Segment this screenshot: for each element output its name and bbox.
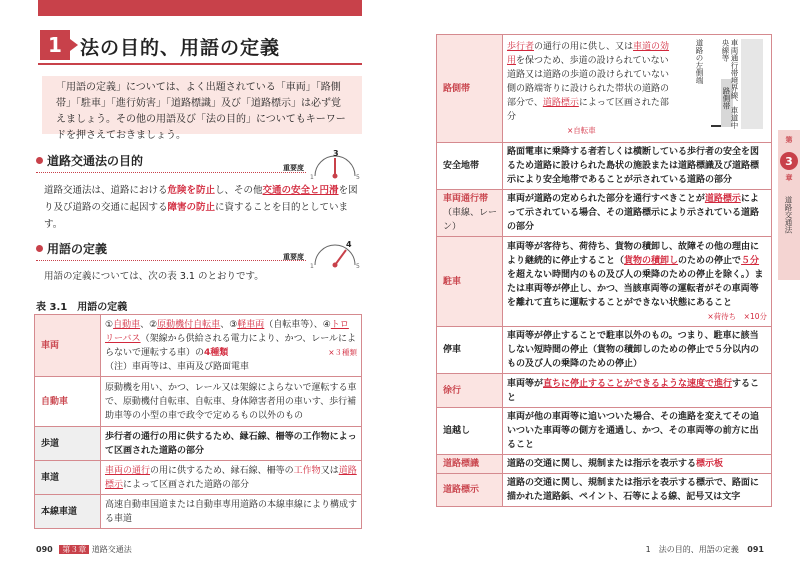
chapter-side-tab: 第 3 章 道路交通法 bbox=[778, 130, 800, 280]
definition-cell: 高速自動車国道または自動車専用道路の本線車線により構成する車道 bbox=[101, 495, 362, 529]
term-cell: 道路標示 bbox=[437, 474, 503, 507]
gauge-min: 1 bbox=[310, 263, 314, 269]
definition-cell: 路面電車に乗降する者若しくは横断している歩行者の安全を図るため道路に設けられた島状の施設または道路標識及び道路標示により安全地帯であることが示されている道路の部分 bbox=[503, 143, 772, 190]
gauge-max: 5 bbox=[356, 174, 360, 180]
definition-cell: 車両の通行の用に供するため、縁石線、柵等の工作物又は道路標示によって区画された道路の部分 bbox=[101, 461, 362, 495]
purpose-paragraph: 道路交通法は、道路における危険を防止し、その他交通の安全と円滑を図り及び道路の交通に起因する障害の防止に資することを目的としています。 bbox=[44, 185, 358, 230]
section-number-box: 1 bbox=[40, 30, 70, 60]
table-row bbox=[35, 315, 362, 377]
definition-cell: 車両等が停止することで駐車以外のもの。つまり、駐車に該当しない短時間の停止（貨物の積卸しのための停止で５分以内のもの及び人の乗降のための停止） bbox=[503, 327, 772, 374]
table-row bbox=[437, 35, 772, 143]
table-row bbox=[437, 474, 772, 507]
term-cell: 駐車 bbox=[437, 237, 503, 327]
terms-paragraph: 用語の定義については、次の表 3.1 のとおりです。 bbox=[44, 271, 264, 282]
gauge-max: 5 bbox=[356, 263, 360, 269]
term-cell: 停車 bbox=[437, 327, 503, 374]
heading-rule bbox=[36, 172, 306, 173]
importance-label: 重要度 bbox=[283, 253, 304, 261]
table-row bbox=[437, 408, 772, 455]
gauge-min: 1 bbox=[310, 174, 314, 180]
table-row bbox=[35, 495, 362, 529]
section-title: 法の目的、用語の定義 bbox=[80, 37, 281, 59]
table-row bbox=[437, 237, 772, 327]
term-cell: 徐行 bbox=[437, 374, 503, 408]
table-row bbox=[35, 427, 362, 461]
definition-cell: 歩行者の通行の用に供し、又は車道の効用を保つため、歩道の設けられていない道路又は道路の歩道の設けられていない側の路端寄りに設けられた帯状の道路の部分で、道路標示によって区画された部分 ×自転車 車両通行帯境界線、車道中央線等 道路の左側端 路側帯 bbox=[503, 35, 772, 143]
table-row bbox=[437, 327, 772, 374]
table-row bbox=[35, 461, 362, 495]
term-cell: 車両通行帯 （車線、レーン） bbox=[437, 190, 503, 237]
heading-rule bbox=[36, 260, 306, 261]
table-row bbox=[437, 143, 772, 190]
heading-purpose: 道路交通法の目的 bbox=[36, 152, 143, 169]
chapter-number-badge: 3 bbox=[780, 152, 798, 170]
bullet-icon bbox=[36, 157, 43, 164]
intro-box: 「用語の定義」については、よく出題されている「車両」「路側帯」「駐車」「進行妨害」「道路標識」及び「道路標示」は必ず覚えましょう。その他の用語及び「法の目的」についてもキーワードを押さえておきましょう。 bbox=[42, 76, 362, 134]
definition-cell: 車両が道路の定められた部分を通行すべきことが道路標示によって示されている場合、その道路標示により示されている道路の部分 bbox=[503, 190, 772, 237]
term-cell: 路側帯 bbox=[437, 35, 503, 143]
importance-label: 重要度 bbox=[283, 164, 304, 172]
heading-terms: 用語の定義 bbox=[36, 240, 107, 257]
top-accent-bar bbox=[38, 0, 362, 16]
gauge-value: 3 bbox=[333, 149, 339, 158]
footer-left: 090 第３章 道路交通法 bbox=[36, 545, 132, 554]
definition-cell: 道路の交通に関し、規制または指示を表示する標示で、路面に描かれた道路鋲、ペイント、石等による線、記号又は文字 bbox=[503, 474, 772, 507]
gauge-value: 4 bbox=[346, 240, 352, 249]
term-cell: 歩道 bbox=[35, 427, 101, 461]
table-row bbox=[437, 374, 772, 408]
table-row bbox=[437, 455, 772, 474]
term-cell: 追越し bbox=[437, 408, 503, 455]
table-row bbox=[437, 190, 772, 237]
diagram-road bbox=[741, 39, 763, 129]
table-row bbox=[35, 377, 362, 427]
diagram-line bbox=[711, 125, 721, 127]
definition-cell: ①自動車、②原動機付自転車、③軽車両（自転車等）、④トロリーバス（架線から供給される電力により、かつ、レールによらないで運転する車）の4種類 ×３種類 （注）車両等は、車両及び路面電車 bbox=[101, 315, 362, 377]
definition-cell: 原動機を用い、かつ、レール又は架線によらないで運転する車で、原動機付自転車、自転車、身体障害者用の車いす、歩行補助車等の小型の車で政令で定めるもの以外のもの bbox=[101, 377, 362, 427]
definition-cell: 歩行者の通行の用に供するため、縁石線、柵等の工作物によって区画された道路の部分 bbox=[101, 427, 362, 461]
definition-cell: 車両が他の車両等に追いついた場合、その進路を変えてその追いついた車両等の側方を通過し、かつ、その車両等の前方に出ること bbox=[503, 408, 772, 455]
table-caption: 表 3.1 用語の定義 bbox=[36, 302, 128, 313]
roadside-diagram: 車両通行帯境界線、車道中央線等 道路の左側端 路側帯 bbox=[671, 39, 763, 135]
section-rule bbox=[38, 63, 362, 65]
term-cell: 車両 bbox=[35, 315, 101, 377]
term-cell: 安全地帯 bbox=[437, 143, 503, 190]
definition-cell: 車両等が直ちに停止することができるような速度で進行すること bbox=[503, 374, 772, 408]
terms-table-left bbox=[34, 314, 362, 529]
definition-cell: 車両等が客待ち、荷待ち、貨物の積卸し、故障その他の理由により継続的に停止すること（貨物の積卸しのための停止で５分を超えない時間内のもの及び人の乗降のための停止を除く。）または車両等が停止し、かつ、当該車両等の運転者がその車両等を離れて直ちに運転することができない状態にあること ×荷待ち ×10分 bbox=[503, 237, 772, 327]
definition-cell: 道路の交通に関し、規制または指示を表示する標示板 bbox=[503, 455, 772, 474]
term-cell: 車道 bbox=[35, 461, 101, 495]
bullet-icon bbox=[36, 245, 43, 252]
term-cell: 自動車 bbox=[35, 377, 101, 427]
term-cell: 本線車道 bbox=[35, 495, 101, 529]
importance-gauge-icon bbox=[310, 237, 360, 269]
terms-table-right bbox=[436, 34, 772, 507]
importance-gauge-icon bbox=[310, 148, 360, 180]
term-cell: 道路標識 bbox=[437, 455, 503, 474]
footer-right: 1 法の目的、用語の定義 091 bbox=[645, 545, 764, 554]
